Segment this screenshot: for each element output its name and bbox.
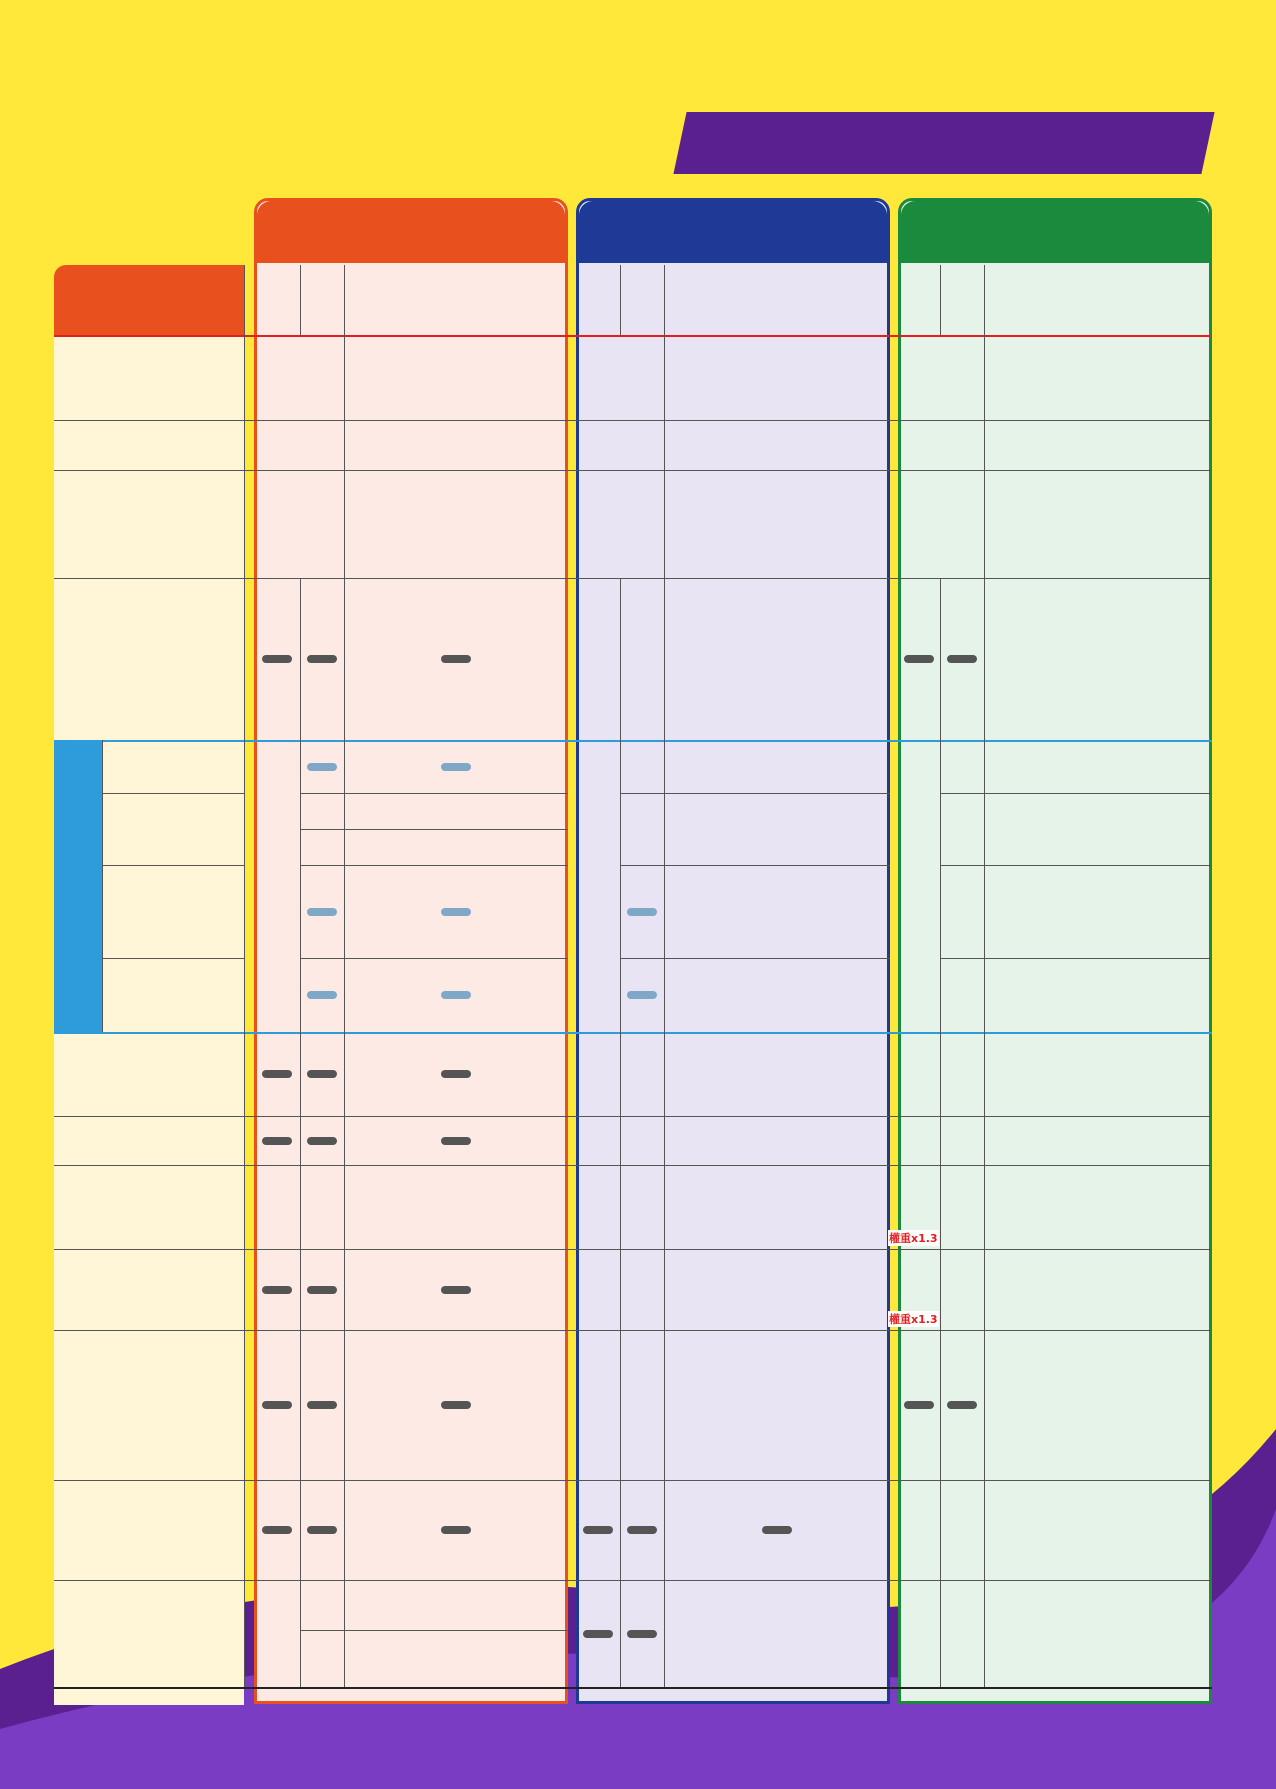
full-exam-desc (344, 1249, 568, 1330)
sub-label-fitness (102, 958, 244, 1032)
prio-header-cap (576, 265, 620, 335)
full-wish-cap (254, 578, 300, 740)
not-applicable-dash (583, 1630, 613, 1638)
prio-report-date (576, 470, 664, 578)
full-header-cap (254, 265, 300, 335)
full-exam-cap (254, 1249, 300, 1330)
prio-skill-item (620, 1032, 664, 1116)
row-label-disadv (54, 1116, 244, 1165)
not-applicable-dash (441, 1401, 471, 1409)
full-guide-desc (344, 1480, 568, 1580)
full-daily-desc (344, 865, 568, 958)
full-disadv-item (300, 1116, 344, 1165)
not-applicable-dash (762, 1526, 792, 1534)
joint-writing-desc (984, 1330, 1212, 1480)
prio-service-item (620, 793, 664, 865)
not-applicable-dash (262, 1286, 292, 1294)
not-applicable-dash (307, 1526, 337, 1534)
prio-fitness-item (620, 958, 664, 1032)
not-applicable-dash (307, 1286, 337, 1294)
full-writing-item (300, 1330, 344, 1480)
not-applicable-dash (947, 1401, 977, 1409)
prio-release-date (576, 420, 664, 470)
not-applicable-dash (441, 1137, 471, 1145)
not-applicable-dash (904, 1401, 934, 1409)
prio-wish-cap (576, 578, 620, 740)
group-joint-title (901, 201, 1209, 263)
total-label (54, 1687, 244, 1735)
full-release-desc (344, 420, 568, 470)
prio-daily-item (620, 865, 664, 958)
prio-report-desc (664, 470, 890, 578)
prio-total (576, 1687, 890, 1735)
joint-other-item (940, 1580, 984, 1687)
header-channel (54, 265, 244, 335)
joint-wish-cap (898, 578, 940, 740)
full-other-desc1 (344, 1580, 568, 1630)
prio-balance-desc (664, 1165, 890, 1249)
joint-header-cap (898, 265, 940, 335)
prio-multi-cap (576, 740, 620, 1032)
prio-fitness-desc (664, 958, 890, 1032)
joint-disadv-desc (984, 1116, 1212, 1165)
prio-other-desc (664, 1580, 890, 1687)
not-applicable-dash (307, 763, 337, 771)
row-label-writing (54, 1330, 244, 1480)
full-other-desc2 (344, 1630, 568, 1687)
full-exam-item (300, 1249, 344, 1330)
full-other-cap (254, 1580, 300, 1687)
full-writing-desc (344, 1330, 568, 1480)
sub-label-comp (102, 740, 244, 793)
prio-guide-desc (664, 1480, 890, 1580)
joint-fitness-item (940, 958, 984, 1032)
row-label-reg (54, 335, 244, 420)
joint-balance-desc (984, 1165, 1212, 1249)
full-service-desc1 (344, 793, 568, 829)
prio-wish-desc (664, 578, 890, 740)
prio-header-desc (664, 265, 890, 335)
joint-header-desc (984, 265, 1212, 335)
full-reg-desc (344, 335, 568, 420)
full-service-item2 (300, 829, 344, 865)
not-applicable-dash (441, 1286, 471, 1294)
row-label-balance (54, 1165, 244, 1249)
weight-badge: 權重x1.3 (889, 1232, 938, 1245)
not-applicable-dash (307, 1070, 337, 1078)
row-label-guide (54, 1480, 244, 1580)
joint-comp-desc (984, 740, 1212, 793)
prio-disadv-desc (664, 1116, 890, 1165)
prio-comp-desc (664, 740, 890, 793)
prio-disadv-cap (576, 1116, 620, 1165)
joint-disadv-cap (898, 1116, 940, 1165)
joint-multi-cap (898, 740, 940, 1032)
row-label-report (54, 470, 244, 578)
full-report-date (254, 470, 344, 578)
not-applicable-dash (627, 908, 657, 916)
not-applicable-dash (627, 1526, 657, 1534)
full-skill-desc (344, 1032, 568, 1116)
prio-exam-item (620, 1249, 664, 1330)
joint-skill-desc (984, 1032, 1212, 1116)
not-applicable-dash (441, 908, 471, 916)
full-multi-cap (254, 740, 300, 1032)
prio-daily-desc (664, 865, 890, 958)
full-disadv-cap (254, 1116, 300, 1165)
prio-comp-item (620, 740, 664, 793)
joint-disadv-item (940, 1116, 984, 1165)
prio-release-desc (664, 420, 890, 470)
joint-guide-desc (984, 1480, 1212, 1580)
full-daily-item (300, 865, 344, 958)
joint-exam-desc (984, 1249, 1212, 1330)
full-balance-desc (344, 1165, 568, 1249)
weight-badge: 權重x1.3 (889, 1313, 938, 1326)
joint-service-desc (984, 793, 1212, 865)
prio-reg-date (576, 335, 664, 420)
full-fitness-item (300, 958, 344, 1032)
prio-skill-cap (576, 1032, 620, 1116)
full-wish-item (300, 578, 344, 740)
prio-balance-cap (576, 1165, 620, 1249)
full-skill-item (300, 1032, 344, 1116)
full-writing-cap (254, 1330, 300, 1480)
full-other-pct2 (300, 1630, 344, 1687)
joint-balance-item (940, 1165, 984, 1249)
joint-report-date (898, 470, 984, 578)
not-applicable-dash (262, 1526, 292, 1534)
not-applicable-dash (262, 1401, 292, 1409)
not-applicable-dash (307, 908, 337, 916)
full-reg-date (254, 335, 344, 420)
not-applicable-dash (947, 655, 977, 663)
full-total (254, 1687, 568, 1735)
full-balance-item (300, 1165, 344, 1249)
not-applicable-dash (627, 991, 657, 999)
joint-report-desc (984, 470, 1212, 578)
not-applicable-dash (262, 655, 292, 663)
row-label-wish (54, 578, 244, 740)
full-service-desc2 (344, 829, 568, 865)
prio-wish-item (620, 578, 664, 740)
row-label-release (54, 420, 244, 470)
joint-reg-date (898, 335, 984, 420)
not-applicable-dash (627, 1630, 657, 1638)
full-balance-cap (254, 1165, 300, 1249)
prio-header-item (620, 265, 664, 335)
not-applicable-dash (262, 1137, 292, 1145)
full-guide-cap (254, 1480, 300, 1580)
prio-skill-desc (664, 1032, 890, 1116)
full-comp-item (300, 740, 344, 793)
joint-guide-cap (898, 1480, 940, 1580)
joint-daily-desc (984, 865, 1212, 958)
not-applicable-dash (441, 1526, 471, 1534)
prio-writing-desc (664, 1330, 890, 1480)
row-label-skill (54, 1032, 244, 1116)
full-other-pct1 (300, 1580, 344, 1630)
joint-skill-item (940, 1032, 984, 1116)
prio-exam-desc (664, 1249, 890, 1330)
full-header-item (300, 265, 344, 335)
joint-wish-desc (984, 578, 1212, 740)
not-applicable-dash (441, 1070, 471, 1078)
prio-other-cap (576, 1580, 620, 1687)
joint-service-item (940, 793, 984, 865)
not-applicable-dash (441, 991, 471, 999)
joint-skill-cap (898, 1032, 940, 1116)
full-comp-desc (344, 740, 568, 793)
row-label-multi (54, 740, 102, 1032)
full-guide-item (300, 1480, 344, 1580)
prio-writing-cap (576, 1330, 620, 1480)
prio-guide-item (620, 1480, 664, 1580)
joint-header-item (940, 265, 984, 335)
full-skill-cap (254, 1032, 300, 1116)
joint-wish-item (940, 578, 984, 740)
joint-release-date (898, 420, 984, 470)
not-applicable-dash (441, 763, 471, 771)
full-fitness-desc (344, 958, 568, 1032)
sub-label-daily (102, 865, 244, 958)
full-service-item1 (300, 793, 344, 829)
joint-fitness-desc (984, 958, 1212, 1032)
joint-exam-item (940, 1249, 984, 1330)
grid-vline (244, 265, 245, 1687)
joint-writing-cap (898, 1330, 940, 1480)
joint-writing-item (940, 1330, 984, 1480)
full-header-desc (344, 265, 568, 335)
prio-service-desc (664, 793, 890, 865)
joint-daily-item (940, 865, 984, 958)
group-full-title (257, 201, 565, 263)
prio-disadv-item (620, 1116, 664, 1165)
not-applicable-dash (262, 1070, 292, 1078)
full-release-date (254, 420, 344, 470)
joint-total (898, 1687, 1212, 1735)
joint-reg-desc (984, 335, 1212, 420)
full-disadv-desc (344, 1116, 568, 1165)
prio-writing-item (620, 1330, 664, 1480)
joint-other-cap (898, 1580, 940, 1687)
page-subtitle (690, 112, 1200, 174)
group-prio-title (579, 201, 887, 263)
full-report-desc (344, 470, 568, 578)
joint-guide-item (940, 1480, 984, 1580)
row-label-other (54, 1580, 244, 1687)
joint-comp-item (940, 740, 984, 793)
not-applicable-dash (307, 1137, 337, 1145)
not-applicable-dash (307, 991, 337, 999)
prio-other-item (620, 1580, 664, 1687)
not-applicable-dash (904, 655, 934, 663)
not-applicable-dash (307, 655, 337, 663)
sub-label-service (102, 793, 244, 865)
full-wish-desc (344, 578, 568, 740)
prio-exam-cap (576, 1249, 620, 1330)
not-applicable-dash (583, 1526, 613, 1534)
prio-balance-item (620, 1165, 664, 1249)
row-label-exam (54, 1249, 244, 1330)
prio-reg-desc (664, 335, 890, 420)
prio-guide-cap (576, 1480, 620, 1580)
not-applicable-dash (307, 1401, 337, 1409)
joint-release-desc (984, 420, 1212, 470)
not-applicable-dash (441, 655, 471, 663)
joint-other-desc (984, 1580, 1212, 1687)
